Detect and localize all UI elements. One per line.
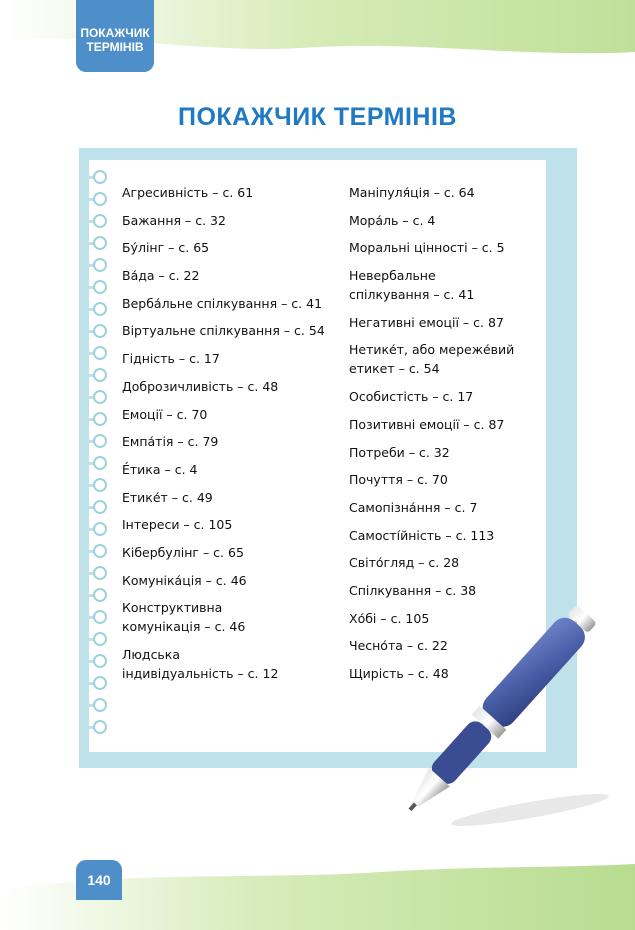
section-tab-line2: ТЕРМІНІВ (86, 40, 144, 54)
index-entry: Доброзичливість – с. 48 (122, 378, 279, 394)
index-entry: Гідність – с. 17 (122, 351, 220, 367)
ring-icon (93, 610, 107, 624)
section-tab (76, 0, 154, 72)
index-entry: Е́тика – с. 4 (122, 461, 198, 477)
index-entry: Етике́т – с. 49 (122, 489, 213, 505)
ring-icon (93, 324, 107, 338)
ring-icon (93, 720, 107, 734)
index-entry: Спілкування – с. 38 (349, 582, 477, 598)
index-entry: Конструктивна комунікація – с. 46 (122, 600, 246, 635)
ring-icon (93, 258, 107, 272)
index-entry: Самопізна́ння – с. 7 (349, 499, 478, 515)
ring-icon (93, 698, 107, 712)
index-entry: Позитивні емоції – с. 87 (349, 416, 505, 432)
pen-illustration (380, 595, 615, 845)
ring-icon (93, 170, 107, 184)
ring-icon (93, 192, 107, 206)
index-entry: Емпа́тія – с. 79 (122, 434, 219, 450)
index-entry: Чесно́та – с. 22 (349, 638, 448, 654)
ring-icon (93, 456, 107, 470)
index-entry: Кібербулінг – с. 65 (122, 544, 244, 560)
index-entry: Невербальне спілкування – с. 41 (349, 268, 475, 303)
ring-icon (93, 346, 107, 360)
ring-icon (93, 654, 107, 668)
ring-icon (93, 214, 107, 228)
index-column-left (122, 183, 337, 692)
index-entry: Бу́лінг – с. 65 (122, 240, 210, 256)
index-entry: Комуніка́ція – с. 46 (122, 572, 247, 588)
index-entry: Емоції – с. 70 (122, 406, 208, 422)
index-entry: Потреби – с. 32 (349, 444, 450, 460)
ring-icon (93, 676, 107, 690)
ring-icon (93, 522, 107, 536)
index-entry: Щирість – с. 48 (349, 666, 449, 681)
ring-icon (93, 588, 107, 602)
ring-icon (93, 412, 107, 426)
index-entry: Самості́йність – с. 113 (349, 527, 495, 543)
index-entry: Хо́бі – с. 105 (349, 610, 430, 626)
ring-icon (93, 544, 107, 558)
index-entry: Особистість – с. 17 (349, 389, 474, 405)
index-entry: Віртуальне спілкування – с. 54 (122, 323, 325, 339)
index-entry: Мора́ль – с. 4 (349, 212, 436, 228)
ring-icon (93, 390, 107, 404)
ring-icon (93, 236, 107, 250)
index-entry: Інтереси – с. 105 (122, 517, 233, 533)
index-entry: Ва́да – с. 22 (122, 268, 200, 284)
index-entry: Нетике́т, або мереже́вий етикет – с. 54 (349, 342, 515, 377)
ring-icon (93, 434, 107, 448)
index-entry: Моральні цінності – с. 5 (349, 240, 505, 256)
page-number: 140 (76, 860, 122, 900)
ring-icon (93, 280, 107, 294)
section-tab-line1: ПОКАЖЧИК (80, 26, 150, 40)
index-entry: Людська індивідуальність – с. 12 (122, 647, 279, 681)
index-entry: Агресивність – с. 61 (122, 185, 254, 200)
index-entry: Негативні емоції – с. 87 (349, 314, 504, 330)
ring-icon (93, 632, 107, 646)
page-title: ПОКАЖЧИК ТЕРМІНІВ (178, 103, 457, 131)
index-entry: Верба́льне спілкування – с. 41 (122, 295, 323, 311)
ring-icon (93, 566, 107, 580)
ring-icon (93, 500, 107, 514)
ring-icon (93, 302, 107, 316)
index-entry: Світо́гляд – с. 28 (349, 555, 460, 571)
index-entry: Почуття – с. 70 (349, 472, 448, 488)
index-entry: Маніпуля́ція – с. 64 (349, 185, 475, 200)
ring-icon (93, 368, 107, 382)
ring-icon (93, 478, 107, 492)
index-entry: Бажання – с. 32 (122, 212, 226, 228)
